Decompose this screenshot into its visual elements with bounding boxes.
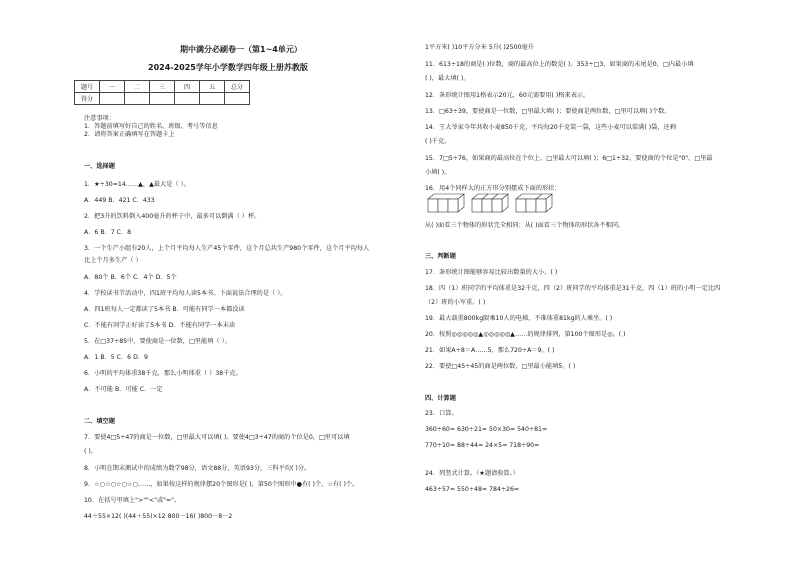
- exam-subtitle: 2024-2025学年小学数学四年级上册苏教版: [148, 63, 308, 72]
- question-line: 44＋55×12( )(44＋55)×12 800－16( )800－8－2: [84, 513, 233, 520]
- score-header-cell: 总分: [225, 81, 250, 93]
- question-line: A．80个 B．6个 C．4个 D．5个: [84, 274, 177, 281]
- question-line: 18．四（1）班同学的平均体重是32千克，四（2）班同学的平均体重是31千克，四（1）班的小明一定比四: [425, 285, 721, 292]
- question-line: ( )，最大填( )。: [425, 75, 470, 82]
- question-line: 24．列竖式计算。（★题请验算。）: [425, 470, 519, 477]
- cube-stack-icon: [427, 193, 465, 213]
- question-line: 21．如果A÷8＝A……5，那么720÷A＝9。( ): [425, 347, 555, 354]
- score-header-cell: 五: [200, 81, 225, 93]
- question-line: 23．口算。: [425, 410, 458, 417]
- score-header-cell: 一: [100, 81, 125, 93]
- right-column: [425, 0, 770, 562]
- score-header-cell: 二: [125, 81, 150, 93]
- question-line: 9．☆○☆○☆○☆○……，如果按这样的规律摆20个图形是( )，第50个图形中●有( )个，☆有( )个。: [84, 481, 359, 488]
- question-line: 5．在□37÷85中，要使商是一位数，□里能填（ ）。: [84, 338, 231, 345]
- question-line: 15．7□5÷76，如果商的最高位在个位上，□里最大可以填( )；6□1÷32，要使商的个位是"0"，□里最: [425, 155, 713, 162]
- question-line: 10．在括号里填上">""<"或"="。: [84, 497, 181, 504]
- exam-title: 期中满分必刷卷一（第1~4单元）: [180, 45, 302, 54]
- section-heading: 四、计算题: [425, 395, 456, 402]
- question-line: 770÷10= 88÷44= 24×5= 718÷90=: [425, 442, 540, 449]
- score-row-label: 得分: [75, 93, 100, 105]
- question-line: ( )。: [84, 448, 97, 455]
- question-line: A．449 B．421 C．433: [84, 197, 155, 204]
- question-line: 6．小明的平均体重38千克，那么小明体重（ ）38千克。: [84, 370, 242, 377]
- question-line: 19．最大载重800kg限乘10人的电梯，不准体重81kg的人乘坐。( ): [425, 315, 613, 322]
- question-line: 1平方米( )10平方分米 5升( )2500毫升: [425, 44, 534, 51]
- cube-stack-icon: [471, 193, 509, 213]
- question-line: C．不能有同学正好读了5本书 D．不能有同学一本未读: [84, 322, 236, 329]
- section-heading: 一、选择题: [84, 163, 115, 170]
- question-line: 1．答题前填写好自己的姓名、班级、考号等信息: [84, 123, 218, 130]
- question-line: 360÷60= 630÷21= 50×30= 540÷81=: [425, 426, 548, 433]
- question-line: 16．用4个同样大的正方形分别摆成下面的形状：: [425, 185, 561, 192]
- question-line: 注意事项：: [84, 115, 115, 122]
- question-line: 比上个月多生产（ ）: [84, 257, 142, 264]
- question-line: 2．请将答案正确填写在答题卡上: [84, 131, 175, 138]
- question-line: A．1 B．5 C．6 D．9: [84, 354, 148, 361]
- question-line: 11．613÷18的商是( )位数，商的最高位上的数是( )。353÷□3，如果商的末尾是0，□内最小填: [425, 61, 694, 68]
- question-line: ( )千克。: [425, 138, 451, 145]
- question-line: 2．把3升的饮料倒入400毫升的杯子中，最多可以倒满（ ）杯。: [84, 213, 261, 220]
- question-line: 7．要使4□5÷47的商是一位数，□里最大可以填( )。要使4□3÷47的商的个位是0，□里可以填: [84, 434, 350, 441]
- question-line: （2）班的小军重。( ): [425, 299, 486, 306]
- score-header-cell: 三: [150, 81, 175, 93]
- question-line: 8．小明在期末测试中的成绩为数学98分，语文88分，英语93分，三科平均( )分。: [84, 465, 311, 472]
- question-line: 14．王大爷家今年共收小麦850千克，平均每20千克装一袋，这些小麦可以装满( )袋，还剩: [425, 124, 676, 131]
- score-header-cell: 题号: [75, 81, 100, 93]
- question-line: 12．条形统计图用1格表示20元，60元需要用( )格来表示。: [425, 92, 590, 99]
- question-line: 3．一个生产小组有20人，上个月平均每人生产45个零件，这个月总共生产980个零件，这个月平均每人: [84, 245, 370, 252]
- question-line: A．不可能 B．可能 C．一定: [84, 386, 163, 393]
- left-column: [84, 0, 404, 562]
- section-heading: 二、填空题: [84, 418, 115, 425]
- cube-stack-icon: [515, 193, 553, 213]
- question-line: 小填( )。: [425, 169, 451, 176]
- question-line: A．6 B．7 C．8: [84, 229, 132, 236]
- question-line: 22．要使□45÷45的商是两位数，□里最小能填5。( ): [425, 363, 576, 370]
- question-line: 20．按照◎◎◎◎◎▲◎◎◎◎◎▲……的规律排列，第100个图形是◎。( ): [425, 331, 626, 338]
- score-header-cell: 四: [175, 81, 200, 93]
- question-line: 463÷57= 550÷48= 784÷26=: [425, 486, 520, 493]
- question-line: 17．条形统计图能够容易比较出数量的大小。( ): [425, 269, 558, 276]
- question-line: A．四1班每人一定都读了5本书 B．可能有同学一本都没读: [84, 306, 245, 313]
- section-heading: 三、判断题: [425, 253, 456, 260]
- question-line: 13．□63÷39，要使商是一位数，□里最大填( )；要使商是两位数，□里可以填( )个数。: [425, 108, 671, 115]
- question-line: 1．★÷30=14……▲，▲最大是（ ）。: [84, 181, 190, 188]
- question-line: 从( )面看三个物体的形状完全相同；从( )面看三个物体的形状各不相同。: [425, 222, 625, 229]
- question-line: 4．学校读书节活动中，四1班平均每人读5本书。下面说法合理的是（ ）。: [84, 290, 287, 297]
